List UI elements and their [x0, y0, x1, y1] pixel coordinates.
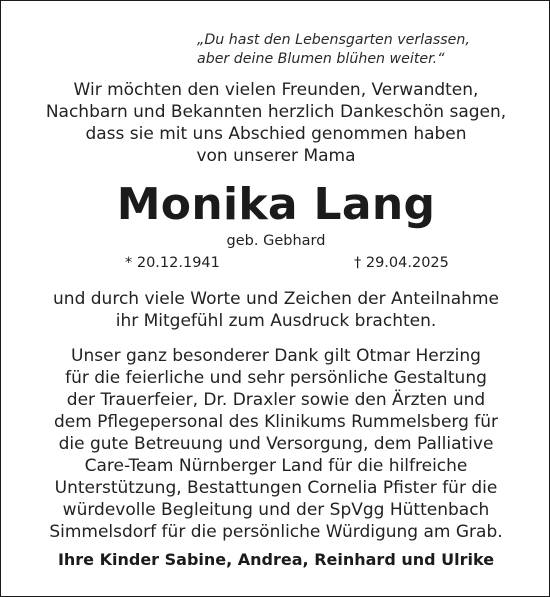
intro-line: von unserer Mama [196, 146, 356, 166]
thanks-line: Simmelsdorf für die persönliche Würdigung am Grab. [49, 522, 503, 542]
intro-text [1, 79, 550, 167]
thanks-line: die gute Betreuung und Versorgung, dem Palliative [58, 434, 494, 454]
thanks-line: für die feierliche und sehr persönliche Gestaltung [65, 368, 487, 388]
thanks-line: der Trauerfeier, Dr. Draxler sowie den Ärzten und [66, 390, 486, 410]
quote-line: aber deine Blumen blühen weiter.“ [197, 51, 445, 67]
intro-line: Wir möchten den vielen Freunden, Verwandten, [73, 80, 479, 100]
thanks-line: dem Pflegepersonal des Klinikums Rummelsberg für [53, 412, 499, 432]
sympathy-line: ihr Mitgefühl zum Ausdruck brachten. [115, 311, 437, 331]
birth-date: * 20.12.1941 [125, 255, 220, 271]
intro-line: dass sie mit uns Abschied genommen haben [85, 124, 467, 144]
family-signature: Ihre Kinder Sabine, Andrea, Reinhard und Ulrike [57, 550, 495, 569]
birth-name: geb. Gebhard [226, 233, 326, 249]
quote-line: „Du hast den Lebensgarten verlassen, [197, 32, 470, 48]
thanks-line: Unser ganz besonderer Dank gilt Otmar Herzing [71, 346, 481, 366]
thanks-line: Unterstützung, Bestattungen Cornelia Pfister für die [54, 478, 498, 498]
special-thanks-text [1, 345, 550, 543]
intro-line: Nachbarn und Bekannten herzlich Dankeschön sagen, [45, 102, 507, 122]
sympathy-line: und durch viele Worte und Zeichen der Anteilnahme [53, 289, 499, 309]
thanks-line: würdevolle Begleitung und der SpVgg Hüttenbach [62, 500, 490, 520]
deceased-name: Monika Lang [116, 179, 436, 230]
sympathy-text [1, 288, 550, 332]
thanks-line: Care-Team Nürnberger Land für die hilfreiche [84, 456, 468, 476]
death-date: † 29.04.2025 [354, 255, 449, 271]
epigraph-quote [197, 31, 517, 69]
